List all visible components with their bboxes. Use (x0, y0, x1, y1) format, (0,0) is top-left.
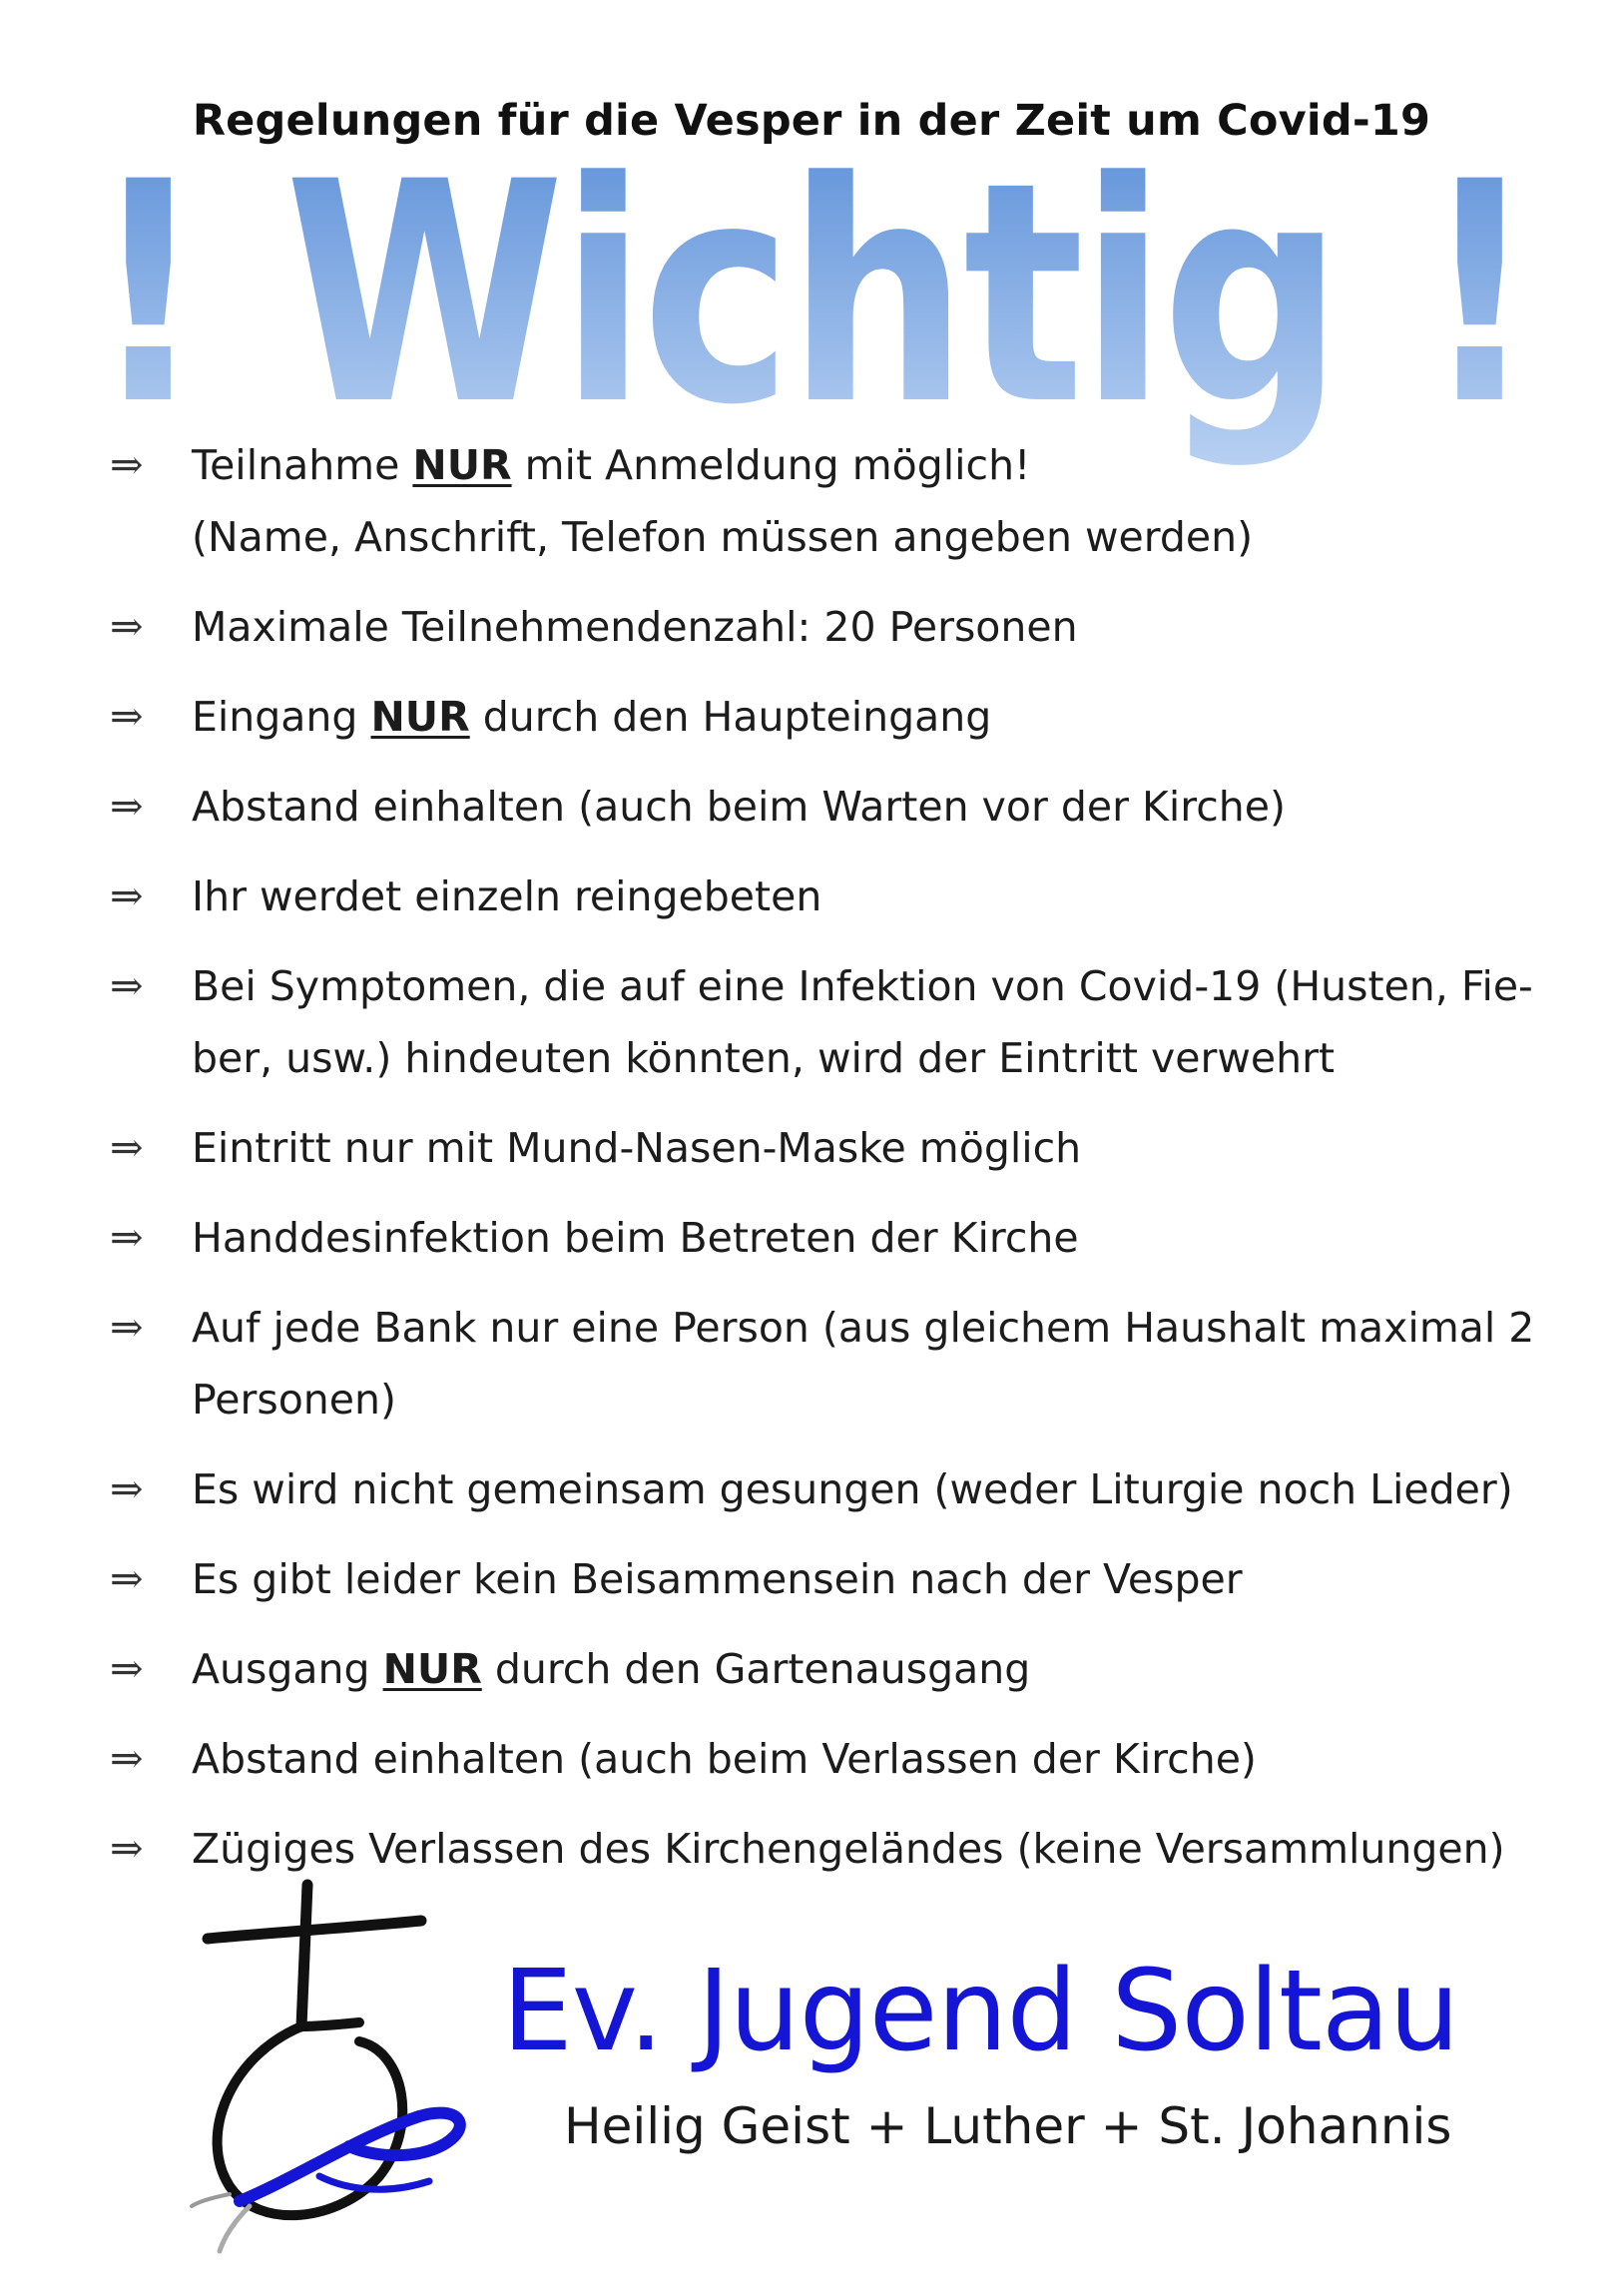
rule-item (110, 681, 1527, 753)
rule-text (192, 429, 1527, 573)
rule-emphasis: NUR (382, 1645, 482, 1693)
rule-text-part: Auf jede Bank nur eine Person (aus gleichem Haushalt maximal 2 (192, 1304, 1535, 1352)
rule-text (192, 681, 1527, 753)
rule-item (110, 429, 1527, 573)
rule-text-part: Maximale Teilnehmendenzahl: 20 Personen (192, 603, 1078, 651)
rule-text-part: Es wird nicht gemeinsam gesungen (weder Liturgie noch Lieder) (192, 1465, 1513, 1513)
double-arrow-right-icon: ⇒ (110, 1215, 144, 1261)
double-arrow-right-icon: ⇒ (110, 963, 144, 1009)
rule-item (110, 771, 1527, 843)
rule-item (110, 1292, 1535, 1435)
rule-item (110, 1453, 1527, 1525)
rule-item (110, 591, 1527, 663)
double-arrow-right-icon: ⇒ (110, 873, 144, 919)
double-arrow-right-icon: ⇒ (110, 1305, 144, 1351)
rule-item (110, 1813, 1527, 1885)
rule-text-continuation: ber, usw.) hindeuten könnten, wird der Eintritt verwehrt (192, 1034, 1336, 1082)
rule-item (110, 1543, 1527, 1615)
rule-text (192, 1543, 1527, 1615)
double-arrow-right-icon: ⇒ (110, 1736, 144, 1782)
headline-text: ! Wichtig ! (90, 117, 1533, 471)
rule-text (192, 1292, 1534, 1435)
double-arrow-right-icon: ⇒ (110, 1826, 144, 1872)
double-arrow-right-icon: ⇒ (110, 604, 144, 650)
rule-text (192, 1202, 1527, 1274)
double-arrow-right-icon: ⇒ (110, 442, 144, 488)
rules-list (110, 429, 1535, 1903)
rule-emphasis: NUR (370, 693, 470, 741)
rule-text-part: Zügiges Verlassen des Kirchengeländes (keine Versammlungen) (192, 1825, 1505, 1873)
rule-text (192, 861, 1527, 932)
rule-item (110, 1112, 1527, 1184)
brand-name: Ev. Jugend Soltau (502, 1947, 1459, 2076)
rule-text (192, 1633, 1527, 1705)
rule-text-part: Handdesinfektion beim Betreten der Kirche (192, 1214, 1079, 1262)
rule-text (192, 1112, 1527, 1184)
rule-text (192, 591, 1527, 663)
rule-text (192, 771, 1527, 843)
rule-text (192, 950, 1533, 1094)
rule-item (110, 861, 1527, 932)
rule-text-part: Abstand einhalten (auch beim Verlassen der Kirche) (192, 1735, 1257, 1783)
rule-text-part: Eingang (192, 693, 371, 741)
double-arrow-right-icon: ⇒ (110, 1556, 144, 1602)
rule-text-part: Ausgang (192, 1645, 383, 1693)
rule-item (110, 1202, 1527, 1274)
rule-text-part: mit Anmeldung möglich! (511, 441, 1031, 489)
rule-text (192, 1453, 1527, 1525)
rule-text (192, 1723, 1527, 1795)
rule-text-part: Bei Symptomen, die auf eine Infektion von Covid-19 (Husten, Fie- (192, 962, 1533, 1010)
rule-text-part: Ihr werdet einzeln reingebeten (192, 872, 822, 920)
double-arrow-right-icon: ⇒ (110, 1125, 144, 1171)
rule-text-continuation: Personen) (192, 1376, 396, 1424)
page-subtitle: Regelungen für die Vesper in der Zeit um Covid-19 (192, 96, 1431, 146)
rule-item (110, 1633, 1527, 1705)
rule-emphasis: NUR (412, 441, 512, 489)
rule-text (192, 1813, 1527, 1885)
brand-subtitle: Heilig Geist + Luther + St. Johannis (564, 2097, 1452, 2155)
headline-graphic (0, 0, 1623, 499)
rule-text-part: Eintritt nur mit Mund-Nasen-Maske möglich (192, 1124, 1082, 1172)
rule-item (110, 1723, 1527, 1795)
double-arrow-right-icon: ⇒ (110, 784, 144, 830)
cross-and-fish-logo-icon (190, 1877, 489, 2256)
rule-text-part: durch den Haupteingang (469, 693, 992, 741)
rule-item (110, 950, 1533, 1094)
rule-text-part: Teilnahme (192, 441, 413, 489)
rule-text-part: Abstand einhalten (auch beim Warten vor der Kirche) (192, 783, 1286, 831)
double-arrow-right-icon: ⇒ (110, 1466, 144, 1512)
double-arrow-right-icon: ⇒ (110, 694, 144, 740)
rule-text-part: durch den Gartenausgang (481, 1645, 1031, 1693)
rule-text-continuation: (Name, Anschrift, Telefon müssen angeben werden) (192, 513, 1254, 561)
double-arrow-right-icon: ⇒ (110, 1646, 144, 1692)
rule-text-part: Es gibt leider kein Beisammensein nach der Vesper (192, 1555, 1243, 1603)
